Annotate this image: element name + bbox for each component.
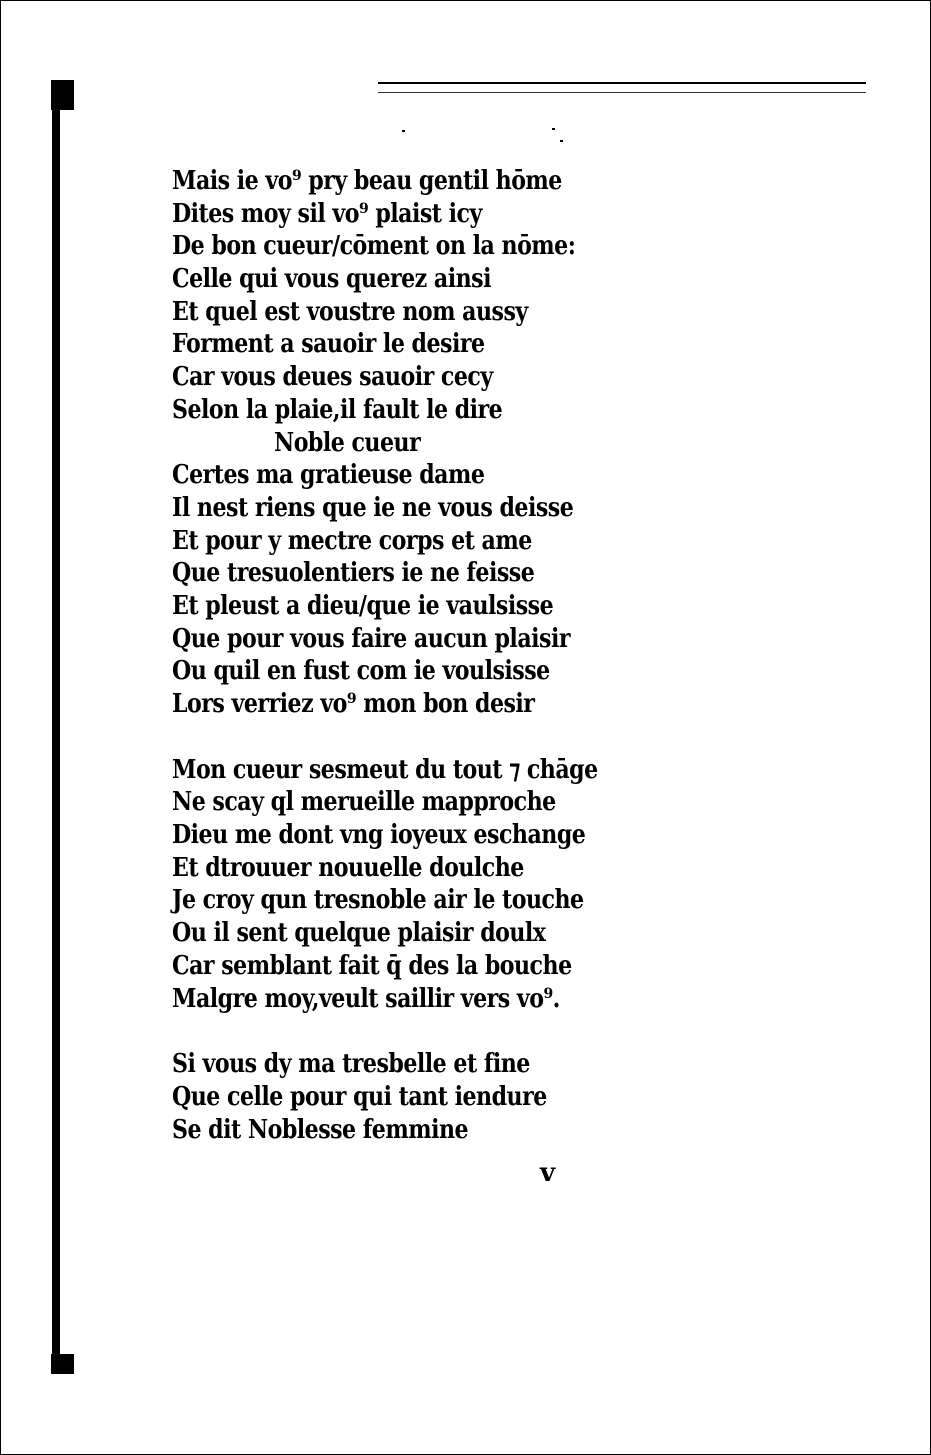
ink-speck <box>552 128 555 130</box>
verse-line: Selon la plaie,il fault le dire <box>172 394 503 425</box>
verse-line: Il nest riens que ie ne vous deisse <box>172 492 574 523</box>
top-rule <box>378 82 866 84</box>
verse-line: Mais ie vo⁹ pry beau gentil hōme <box>172 166 562 196</box>
verse-line: Car semblant fait q̄ des la bouche <box>172 950 572 981</box>
verse-line: Malgre moy,veult saillir vers vo⁹. <box>172 983 560 1014</box>
ink-speck <box>560 140 563 142</box>
verse-line: Dieu me dont vng ioyeux eschange <box>172 820 586 851</box>
verse-line: Et quel est voustre nom aussy <box>172 296 528 327</box>
verse-text <box>172 165 642 1146</box>
verse-line: Que tresuolentiers ie ne feisse <box>172 558 535 589</box>
stanza-break <box>172 1015 642 1048</box>
verse-line: Ne scay ql merueille mapproche <box>172 787 556 818</box>
verse-line: Et dtrouuer nouuelle doulche <box>172 852 524 883</box>
verse-line: Mon cueur sesmeut du tout ⁊ chāge <box>172 754 598 785</box>
binding-mark-bottom <box>51 1354 74 1374</box>
verse-line: Que celle pour qui tant iendure <box>172 1081 547 1112</box>
verse-line: Et pleust a dieu/que ie vaulsisse <box>172 590 554 621</box>
stanza-break <box>172 721 642 754</box>
verse-line: Certes ma gratieuse dame <box>172 460 485 491</box>
verse-line: Celle qui vous querez ainsi <box>172 264 491 295</box>
binding-mark-top <box>51 80 74 110</box>
verse-line: Je croy qun tresnoble air le touche <box>172 885 584 916</box>
verse-line: Car vous deues sauoir cecy <box>172 362 493 393</box>
verse-line: Se dit Noblesse femmine <box>172 1114 469 1145</box>
verse-line: Ou il sent quelque plaisir doulx <box>172 918 546 949</box>
verse-line: Ou quil en fust com ie voulsisse <box>172 656 550 687</box>
verse-line: Dites moy sil vo⁹ plaist icy <box>172 198 482 229</box>
binding-edge <box>52 110 60 1360</box>
verse-line: Que pour vous faire aucun plaisir <box>172 623 570 654</box>
verse-line: De bon cueur/cōment on la nōme: <box>172 231 576 262</box>
speaker-heading: Noble cueur <box>274 427 421 458</box>
verse-line: Si vous dy ma tresbelle et fine <box>172 1049 530 1080</box>
ink-speck <box>402 130 405 132</box>
verse-line: Forment a sauoir le desire <box>172 329 485 360</box>
verse-line: Et pour y mectre corps et ame <box>172 525 532 556</box>
top-rule-thin <box>378 92 866 93</box>
signature-mark: v <box>540 1158 556 1188</box>
verse-line: Lors verriez vo⁹ mon bon desir <box>172 689 535 719</box>
